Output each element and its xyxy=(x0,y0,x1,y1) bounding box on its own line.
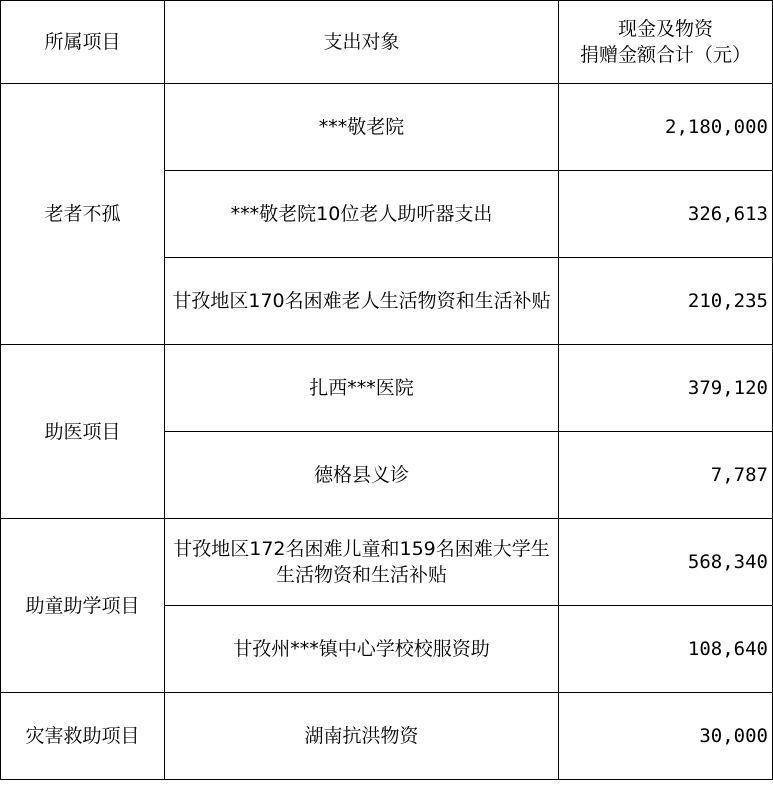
table-row xyxy=(1,519,773,606)
amount-cell: 568,340 xyxy=(559,519,773,606)
category-cell: 灾害救助项目 xyxy=(1,693,165,780)
table-row xyxy=(1,693,773,780)
header-target: 支出对象 xyxy=(165,1,559,84)
amount-cell: 326,613 xyxy=(559,171,773,258)
target-cell: 湖南抗洪物资 xyxy=(165,693,559,780)
target-cell: ***敬老院 xyxy=(165,84,559,171)
target-cell: 扎西***医院 xyxy=(165,345,559,432)
target-cell: 甘孜地区170名困难老人生活物资和生活补贴 xyxy=(165,258,559,345)
amount-cell: 2,180,000 xyxy=(559,84,773,171)
target-cell: 甘孜州***镇中心学校校服资助 xyxy=(165,606,559,693)
header-amount-line-2: 捐赠金额合计（元） xyxy=(579,44,751,66)
target-cell: 德格县义诊 xyxy=(165,432,559,519)
target-cell: 甘孜地区172名困难儿童和159名困难大学生生活物资和生活补贴 xyxy=(165,519,559,606)
amount-cell: 30,000 xyxy=(559,693,773,780)
category-cell: 老者不孤 xyxy=(1,84,165,345)
table-row xyxy=(1,345,773,432)
amount-cell: 379,120 xyxy=(559,345,773,432)
amount-cell: 7,787 xyxy=(559,432,773,519)
header-row xyxy=(1,1,773,84)
header-amount-line-1: 现金及物资 xyxy=(617,18,713,40)
header-amount xyxy=(559,1,773,84)
header-category: 所属项目 xyxy=(1,1,165,84)
category-cell: 助童助学项目 xyxy=(1,519,165,693)
table-row xyxy=(1,84,773,171)
amount-cell: 108,640 xyxy=(559,606,773,693)
amount-cell: 210,235 xyxy=(559,258,773,345)
target-cell: ***敬老院10位老人助听器支出 xyxy=(165,171,559,258)
category-cell: 助医项目 xyxy=(1,345,165,519)
